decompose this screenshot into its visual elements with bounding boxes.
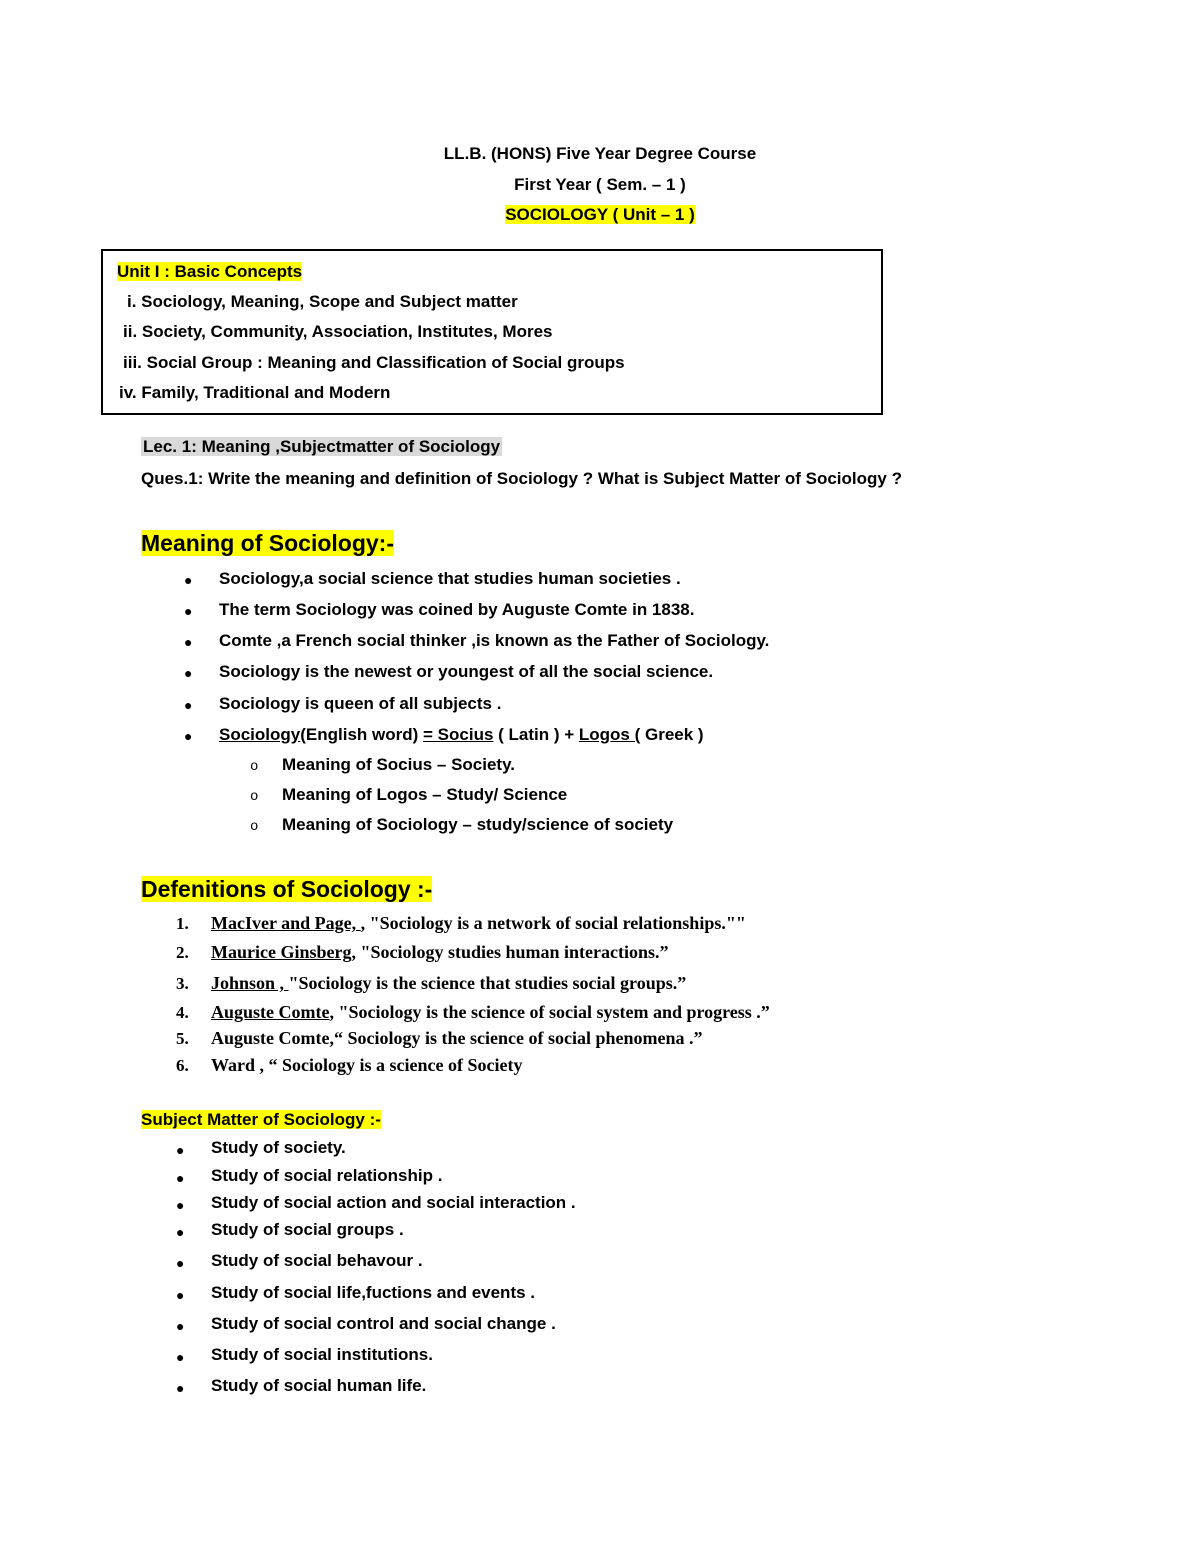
subject-bullet: Study of social behavour . (211, 1251, 423, 1270)
bullet-icon: ● (176, 1170, 185, 1186)
bullet-icon: ● (184, 603, 193, 619)
header-subject: SOCIOLOGY ( Unit – 1 ) (505, 205, 695, 224)
unit-item: iv. Family, Traditional and Modern (119, 383, 391, 402)
header-year: First Year ( Sem. – 1 ) (514, 175, 686, 194)
definition-number: 5. (176, 1029, 189, 1048)
subject-bullet: Study of society. (211, 1138, 346, 1157)
meaning-heading: Meaning of Sociology:- (141, 530, 394, 556)
unit-item: ii. Society, Community, Association, Institutes, Mores (123, 322, 553, 341)
subject-bullet: Study of social relationship . (211, 1166, 443, 1185)
bullet-icon: ● (176, 1349, 185, 1365)
meaning-bullet: Sociology,a social science that studies human societies . (219, 569, 681, 588)
unit-item: i. Sociology, Meaning, Scope and Subject matter (127, 292, 518, 311)
subject-matter-heading: Subject Matter of Sociology :- (141, 1110, 381, 1129)
definition-item: Auguste Comte, "Sociology is the science of social system and progress .” (211, 1002, 770, 1022)
meaning-bullet: Sociology is the newest or youngest of all the social science. (219, 662, 714, 681)
definition-number: 4. (176, 1003, 189, 1022)
subject-bullet: Study of social institutions. (211, 1345, 433, 1364)
meaning-bullet: The term Sociology was coined by Auguste Comte in 1838. (219, 600, 695, 619)
definitions-heading: Defenitions of Sociology :- (141, 876, 433, 902)
bullet-icon: ● (184, 728, 193, 744)
bullet-icon: ● (176, 1224, 185, 1240)
definition-number: 1. (176, 914, 189, 933)
unit-box-title: Unit I : Basic Concepts (117, 262, 303, 281)
meaning-sub-bullet: Meaning of Logos – Study/ Science (282, 785, 568, 804)
definition-item: Maurice Ginsberg, "Sociology studies human interactions.” (211, 942, 669, 962)
subject-bullet: Study of social human life. (211, 1376, 427, 1395)
circle-bullet-icon: o (250, 759, 259, 775)
bullet-icon: ● (184, 634, 193, 650)
bullet-icon: ● (176, 1287, 185, 1303)
meaning-bullet: Sociology is queen of all subjects . (219, 694, 502, 713)
bullet-icon: ● (176, 1197, 185, 1213)
header-course: LL.B. (HONS) Five Year Degree Course (443, 144, 757, 163)
subject-bullet: Study of social life,fuctions and events . (211, 1283, 536, 1302)
unit-box (101, 249, 883, 415)
definition-number: 2. (176, 943, 189, 962)
question: Ques.1: Write the meaning and definition of Sociology ? What is Subject Matter of Sociology ? (141, 469, 902, 488)
bullet-icon: ● (176, 1380, 185, 1396)
definition-item: Auguste Comte,“ Sociology is the science of social phenomena .” (211, 1028, 703, 1048)
definition-item: Johnson , "Sociology is the science that studies social groups.” (211, 973, 687, 993)
etymology-line: Sociology(English word) = Socius ( Latin ) + Logos ( Greek ) (219, 725, 704, 744)
definition-item: Ward , “ Sociology is a science of Society (211, 1055, 523, 1075)
bullet-icon: ● (176, 1255, 185, 1271)
definition-item: MacIver and Page, , "Sociology is a network of social relationships."" (211, 913, 746, 933)
bullet-icon: ● (176, 1142, 185, 1158)
bullet-icon: ● (184, 697, 193, 713)
meaning-sub-bullet: Meaning of Socius – Society. (282, 755, 516, 774)
subject-bullet: Study of social control and social change . (211, 1314, 556, 1333)
bullet-icon: ● (184, 572, 193, 588)
definition-number: 3. (176, 974, 189, 993)
bullet-icon: ● (184, 665, 193, 681)
unit-item: iii. Social Group : Meaning and Classification of Social groups (123, 353, 625, 372)
bullet-icon: ● (176, 1318, 185, 1334)
subject-bullet: Study of social action and social interaction . (211, 1193, 576, 1212)
circle-bullet-icon: o (250, 819, 259, 835)
definition-number: 6. (176, 1056, 189, 1075)
lecture-title: Lec. 1: Meaning ,Subjectmatter of Sociology (143, 437, 501, 456)
subject-bullet: Study of social groups . (211, 1220, 404, 1239)
meaning-sub-bullet: Meaning of Sociology – study/science of society (282, 815, 674, 834)
circle-bullet-icon: o (250, 789, 259, 805)
meaning-bullet: Comte ,a French social thinker ,is known as the Father of Sociology. (219, 631, 770, 650)
